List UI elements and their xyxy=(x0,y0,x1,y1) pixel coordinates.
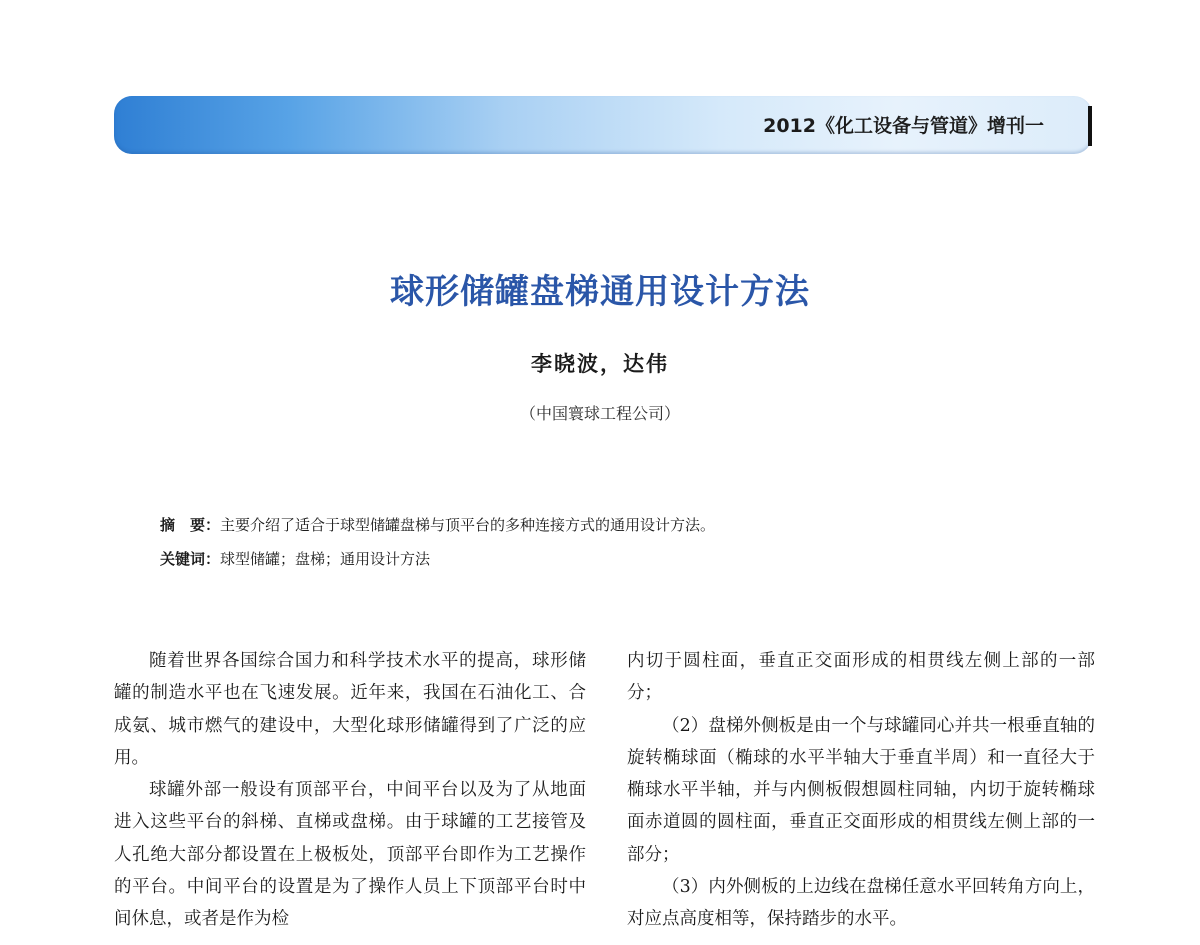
abstract-text: 主要介绍了适合于球型储罐盘梯与顶平台的多种连接方式的通用设计方法。 xyxy=(220,516,716,534)
body-paragraph: （2）盘梯外侧板是由一个与球罐同心并共一根垂直轴的旋转椭球面（椭球的水平半轴大于垂直半周）和一直径大于椭球水平半轴，并与内侧板假想圆柱同轴，内切于旋转椭球面赤道圆的圆柱面，垂直正交面形成的相贯线左侧上部的一部分； xyxy=(627,715,1095,865)
body-paragraph: 球罐外部一般设有顶部平台，中间平台以及为了从地面进入这些平台的斜梯、直梯或盘梯。由于球罐的工艺接管及人孔绝大部分都设置在上极板处，顶部平台即作为工艺操作的平台。中间平台的设置是为了操作人员上下顶部平台时中间休息，或者是作为检 xyxy=(114,780,586,930)
header-edge-bar xyxy=(1088,106,1092,146)
body-column-right xyxy=(627,645,1095,936)
keywords-text: 球型储罐；盘梯；通用设计方法 xyxy=(220,550,431,568)
body-paragraph: 内切于圆柱面，垂直正交面形成的相贯线左侧上部的一部分； xyxy=(627,651,1095,704)
paper-authors: 李晓波，达伟 xyxy=(531,351,669,376)
abstract xyxy=(160,514,715,535)
body-paragraph: 随着世界各国综合国力和科学技术水平的提高，球形储罐的制造水平也在飞速发展。近年来，我国在石油化工、合成氨、城市燃气的建设中，大型化球形储罐得到了广泛的应用。 xyxy=(114,651,586,768)
journal-header-text: 2012《化工设备与管道》增刊一 xyxy=(763,115,1044,137)
author-affiliation: （中国寰球工程公司） xyxy=(519,404,680,423)
paper-title: 球形储罐盘梯通用设计方法 xyxy=(390,272,810,312)
keywords xyxy=(160,548,430,569)
keywords-label: 关键词： xyxy=(160,550,221,568)
body-paragraph: （3）内外侧板的上边线在盘梯任意水平回转角方向上，对应点高度相等，保持踏步的水平。 xyxy=(627,877,1095,930)
abstract-label: 摘 要： xyxy=(160,516,221,534)
body-column-left xyxy=(114,645,586,936)
journal-header-banner xyxy=(114,96,1092,154)
